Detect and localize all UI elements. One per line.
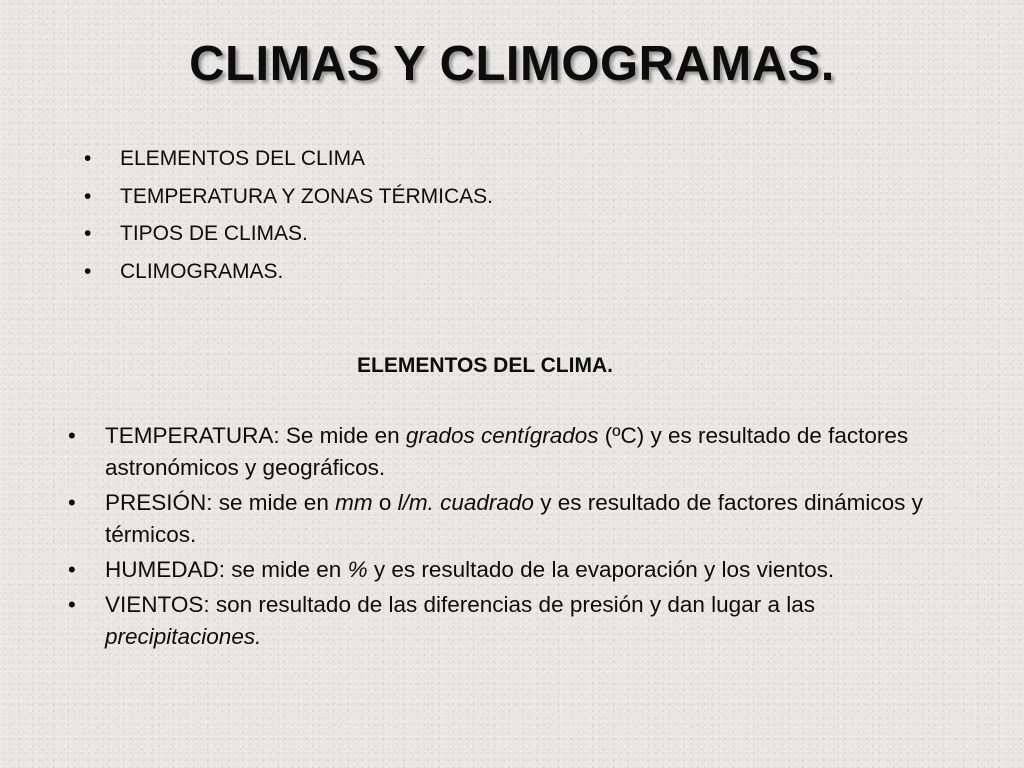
element-text: VIENTOS: son resultado de las diferencias de presión y dan lugar a las (105, 592, 815, 617)
bullet-icon: • (68, 592, 76, 617)
bullet-icon: • (84, 259, 92, 283)
element-italic-text: l/m. cuadrado (397, 490, 534, 515)
element-text: y es resultado de factores dinámicos y térmicos. (105, 490, 923, 547)
climate-elements-list (64, 420, 944, 656)
outline-item-label: CLIMOGRAMAS. (120, 259, 284, 283)
outline-item-label: TIPOS DE CLIMAS. (120, 222, 308, 245)
outline-item (80, 215, 493, 253)
element-text: TEMPERATURA: Se mide en (105, 423, 406, 448)
outline-item (80, 253, 493, 291)
element-italic-text: precipitaciones. (105, 624, 262, 649)
element-item-humedad (64, 554, 944, 586)
element-item-temperatura (64, 420, 944, 484)
element-italic-text: grados centígrados (405, 423, 599, 448)
bullet-icon: • (84, 147, 92, 170)
outline-item (80, 140, 493, 178)
element-italic-text: mm (335, 490, 373, 515)
element-text: y es resultado de la evaporación y los vientos. (367, 557, 835, 582)
bullet-icon: • (68, 490, 76, 515)
element-text: PRESIÓN: se mide en (105, 490, 336, 515)
element-italic-text: % (347, 557, 368, 582)
outline-list (80, 140, 493, 290)
bullet-icon: • (84, 184, 92, 208)
section-heading: ELEMENTOS DEL CLIMA. (357, 354, 613, 377)
element-item-vientos (64, 589, 944, 653)
element-text: HUMEDAD: se mide en (105, 557, 348, 582)
bullet-icon: • (84, 222, 92, 245)
bullet-icon: • (68, 423, 76, 448)
outline-item (80, 178, 493, 216)
element-item-presion (64, 487, 944, 551)
element-text: o (372, 490, 398, 515)
outline-item-label: ELEMENTOS DEL CLIMA (120, 147, 366, 170)
outline-item-label: TEMPERATURA Y ZONAS TÉRMICAS. (120, 184, 494, 208)
element-text: (ºC) y es resultado de factores astronómicos y geográficos. (105, 423, 909, 480)
bullet-icon: • (68, 557, 76, 582)
slide-title: CLIMAS Y CLIMOGRAMAS. (189, 37, 835, 91)
